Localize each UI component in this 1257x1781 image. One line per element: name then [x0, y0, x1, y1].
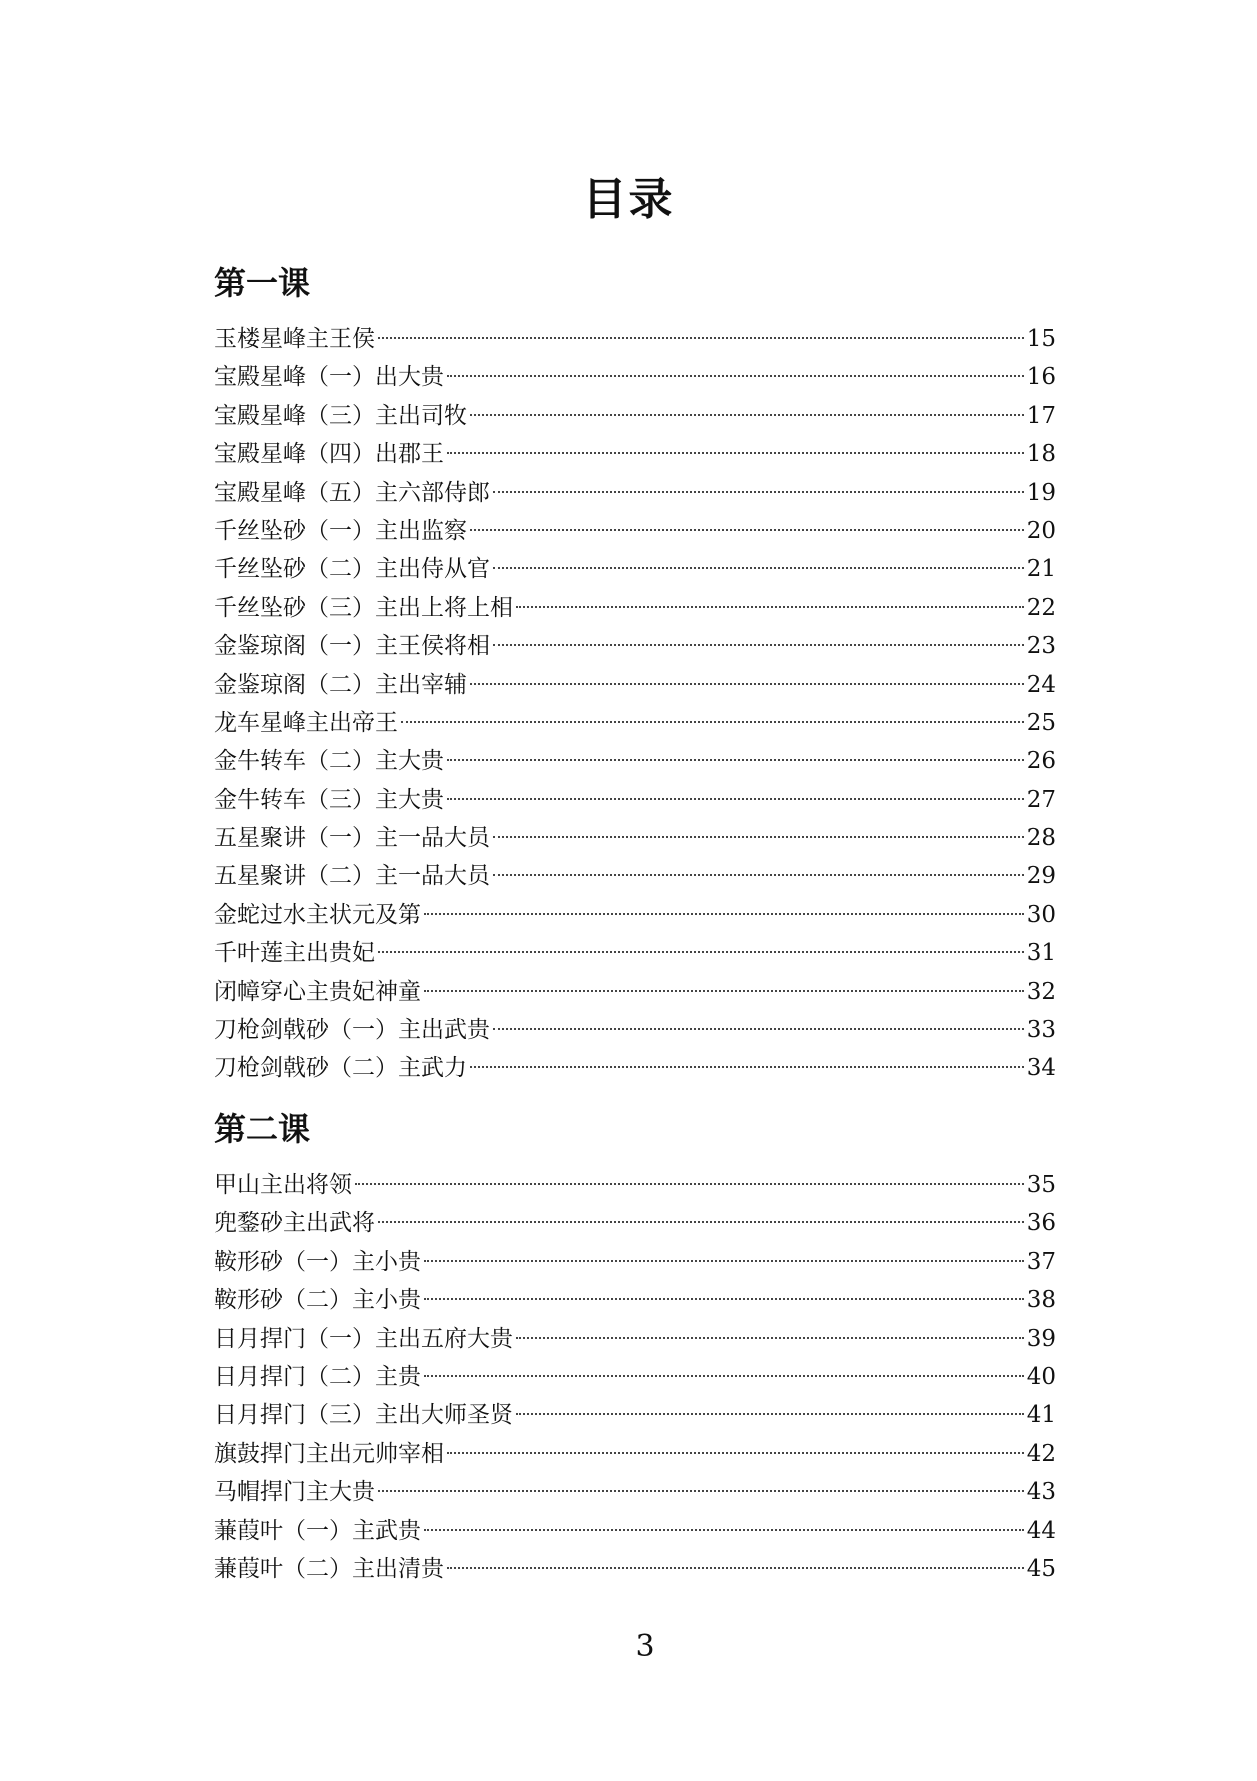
toc-entry-title: 金鉴琼阁（二）主出宰辅: [214, 671, 467, 698]
toc-entry-page: 15: [1026, 326, 1056, 352]
toc-entry[interactable]: [214, 1358, 1056, 1396]
toc-entry[interactable]: [214, 1204, 1056, 1242]
toc-section-2: [214, 1106, 1056, 1588]
toc-entry-page: 24: [1026, 671, 1056, 698]
toc-entry[interactable]: [214, 512, 1056, 550]
toc-entry-title: 龙车星峰主出帝王: [214, 709, 398, 736]
toc-entry[interactable]: [214, 435, 1056, 473]
page-number: 3: [635, 1629, 655, 1664]
toc-entry-title: 刀枪剑戟砂（一）主出武贵: [214, 1017, 490, 1044]
dot-leader: [447, 1452, 1024, 1454]
toc-entry-title: 鞍形砂（二）主小贵: [214, 1287, 421, 1314]
toc-entry-page: 16: [1026, 364, 1056, 391]
toc-entry-title: 蒹葭叶（二）主出清贵: [214, 1555, 444, 1582]
toc-entry-page: 22: [1026, 594, 1056, 621]
toc-entry-page: 17: [1026, 402, 1056, 429]
toc-entry-page: 34: [1026, 1055, 1056, 1082]
toc-entry[interactable]: [214, 781, 1056, 819]
section-heading: 第一课: [214, 264, 311, 302]
toc-entry-title: 玉楼星峰主王侯: [214, 326, 375, 352]
dot-leader: [493, 874, 1024, 876]
toc-entry-page: 36: [1026, 1210, 1056, 1237]
toc-entry-title: 千丝坠砂（一）主出监察: [214, 517, 467, 544]
toc-entry-page: 35: [1026, 1172, 1056, 1198]
toc-entry[interactable]: [214, 819, 1056, 857]
dot-leader: [516, 606, 1024, 608]
toc-entry-title: 金牛转车（三）主大贵: [214, 786, 444, 813]
toc-entry-list: [214, 320, 1056, 1088]
dot-leader: [424, 913, 1024, 915]
toc-entry-page: 27: [1026, 786, 1056, 813]
toc-entry-page: 41: [1026, 1402, 1056, 1429]
toc-entry-page: 19: [1026, 479, 1056, 506]
dot-leader: [401, 721, 1024, 723]
toc-entry-page: 45: [1026, 1555, 1056, 1582]
toc-entry[interactable]: [214, 1166, 1056, 1204]
toc-entry-title: 日月捍门（三）主出大师圣贤: [214, 1402, 513, 1429]
toc-entry[interactable]: [214, 1473, 1056, 1511]
dot-leader: [470, 529, 1024, 531]
dot-leader: [470, 414, 1024, 416]
toc-entry[interactable]: [214, 550, 1056, 588]
dot-leader: [447, 798, 1024, 800]
toc-entry-title: 宝殿星峰（一）出大贵: [214, 364, 444, 391]
dot-leader: [493, 836, 1024, 838]
toc-entry-title: 日月捍门（一）主出五府大贵: [214, 1325, 513, 1352]
toc-entry-page: 40: [1026, 1363, 1056, 1390]
toc-entry[interactable]: [214, 1320, 1056, 1358]
toc-entry-title: 甲山主出将领: [214, 1172, 352, 1198]
toc-entry-page: 21: [1026, 556, 1056, 583]
dot-leader: [424, 990, 1024, 992]
dot-leader: [470, 1066, 1024, 1068]
toc-entry[interactable]: [214, 589, 1056, 627]
toc-entry[interactable]: [214, 704, 1056, 742]
toc-entry-page: 20: [1026, 517, 1056, 544]
toc-entry[interactable]: [214, 1435, 1056, 1473]
toc-entry-title: 日月捍门（二）主贵: [214, 1363, 421, 1390]
toc-entry[interactable]: [214, 1281, 1056, 1319]
toc-entry-page: 18: [1026, 441, 1056, 468]
toc-entry[interactable]: [214, 1243, 1056, 1281]
dot-leader: [424, 1298, 1024, 1300]
toc-entry[interactable]: [214, 742, 1056, 780]
toc-entry-title: 千丝坠砂（三）主出上将上相: [214, 594, 513, 621]
dot-leader: [424, 1529, 1024, 1531]
dot-leader: [447, 452, 1024, 454]
dot-leader: [493, 567, 1024, 569]
toc-entry[interactable]: [214, 358, 1056, 396]
toc-entry-page: 31: [1026, 940, 1056, 967]
toc-entry-page: 43: [1026, 1479, 1056, 1506]
dot-leader: [424, 1375, 1024, 1377]
toc-entry-title: 旗鼓捍门主出元帅宰相: [214, 1440, 444, 1467]
toc-entry-page: 23: [1026, 633, 1056, 660]
toc-entry[interactable]: [214, 934, 1056, 972]
dot-leader: [378, 1490, 1024, 1492]
toc-entry-list: [214, 1166, 1056, 1588]
toc-entry-page: 26: [1026, 748, 1056, 775]
dot-leader: [355, 1183, 1024, 1185]
dot-leader: [516, 1413, 1024, 1415]
toc-entry-title: 宝殿星峰（五）主六部侍郎: [214, 479, 490, 506]
toc-entry[interactable]: [214, 1049, 1056, 1087]
toc-entry-title: 五星聚讲（一）主一品大员: [214, 825, 490, 852]
toc-entry-page: 39: [1026, 1325, 1056, 1352]
dot-leader: [447, 375, 1024, 377]
toc-entry-title: 金鉴琼阁（一）主王侯将相: [214, 633, 490, 660]
toc-entry-title: 五星聚讲（二）主一品大员: [214, 863, 490, 890]
dot-leader: [493, 644, 1024, 646]
toc-entry-page: 44: [1026, 1517, 1056, 1544]
toc-entry-title: 金蛇过水主状元及第: [214, 901, 421, 928]
dot-leader: [378, 337, 1024, 339]
toc-entry-page: 38: [1026, 1287, 1056, 1314]
toc-entry-title: 闭幛穿心主贵妃神童: [214, 978, 421, 1005]
toc-section-1: [214, 260, 1056, 1088]
toc-entry[interactable]: [214, 1512, 1056, 1550]
toc-entry[interactable]: [214, 474, 1056, 512]
dot-leader: [424, 1260, 1024, 1262]
toc-entry-page: 32: [1026, 978, 1056, 1005]
dot-leader: [493, 491, 1024, 493]
toc-entry-title: 马帽捍门主大贵: [214, 1479, 375, 1506]
toc-entry-page: 25: [1026, 709, 1056, 736]
toc-entry-title: 兜鍪砂主出武将: [214, 1210, 375, 1237]
toc-title: 目录: [582, 174, 675, 225]
toc-entry[interactable]: [214, 627, 1056, 665]
dot-leader: [378, 1221, 1024, 1223]
toc-entry-title: 宝殿星峰（四）出郡王: [214, 441, 444, 468]
toc-entry-page: 42: [1026, 1440, 1056, 1467]
toc-entry[interactable]: [214, 973, 1056, 1011]
toc-entry[interactable]: [214, 896, 1056, 934]
toc-entry[interactable]: [214, 666, 1056, 704]
toc-entry[interactable]: [214, 857, 1056, 895]
dot-leader: [470, 683, 1024, 685]
toc-entry[interactable]: [214, 1011, 1056, 1049]
toc-entry-page: 37: [1026, 1248, 1056, 1275]
dot-leader: [447, 759, 1024, 761]
toc-entry-title: 金牛转车（二）主大贵: [214, 748, 444, 775]
dot-leader: [516, 1337, 1024, 1339]
toc-entry[interactable]: [214, 397, 1056, 435]
dot-leader: [493, 1028, 1024, 1030]
toc-entry-title: 鞍形砂（一）主小贵: [214, 1248, 421, 1275]
toc-entry-title: 千叶莲主出贵妃: [214, 940, 375, 967]
toc-entry-title: 千丝坠砂（二）主出侍从官: [214, 556, 490, 583]
toc-entry-page: 28: [1026, 825, 1056, 852]
toc-entry[interactable]: [214, 320, 1056, 358]
section-heading: 第二课: [214, 1110, 311, 1148]
toc-entry-page: 30: [1026, 901, 1056, 928]
toc-entry-title: 宝殿星峰（三）主出司牧: [214, 402, 467, 429]
toc-entry[interactable]: [214, 1550, 1056, 1588]
dot-leader: [447, 1567, 1024, 1569]
toc-entry[interactable]: [214, 1396, 1056, 1434]
toc-entry-title: 刀枪剑戟砂（二）主武力: [214, 1055, 467, 1082]
toc-entry-page: 33: [1026, 1017, 1056, 1044]
dot-leader: [378, 951, 1024, 953]
toc-entry-title: 蒹葭叶（一）主武贵: [214, 1517, 421, 1544]
toc-entry-page: 29: [1026, 863, 1056, 890]
